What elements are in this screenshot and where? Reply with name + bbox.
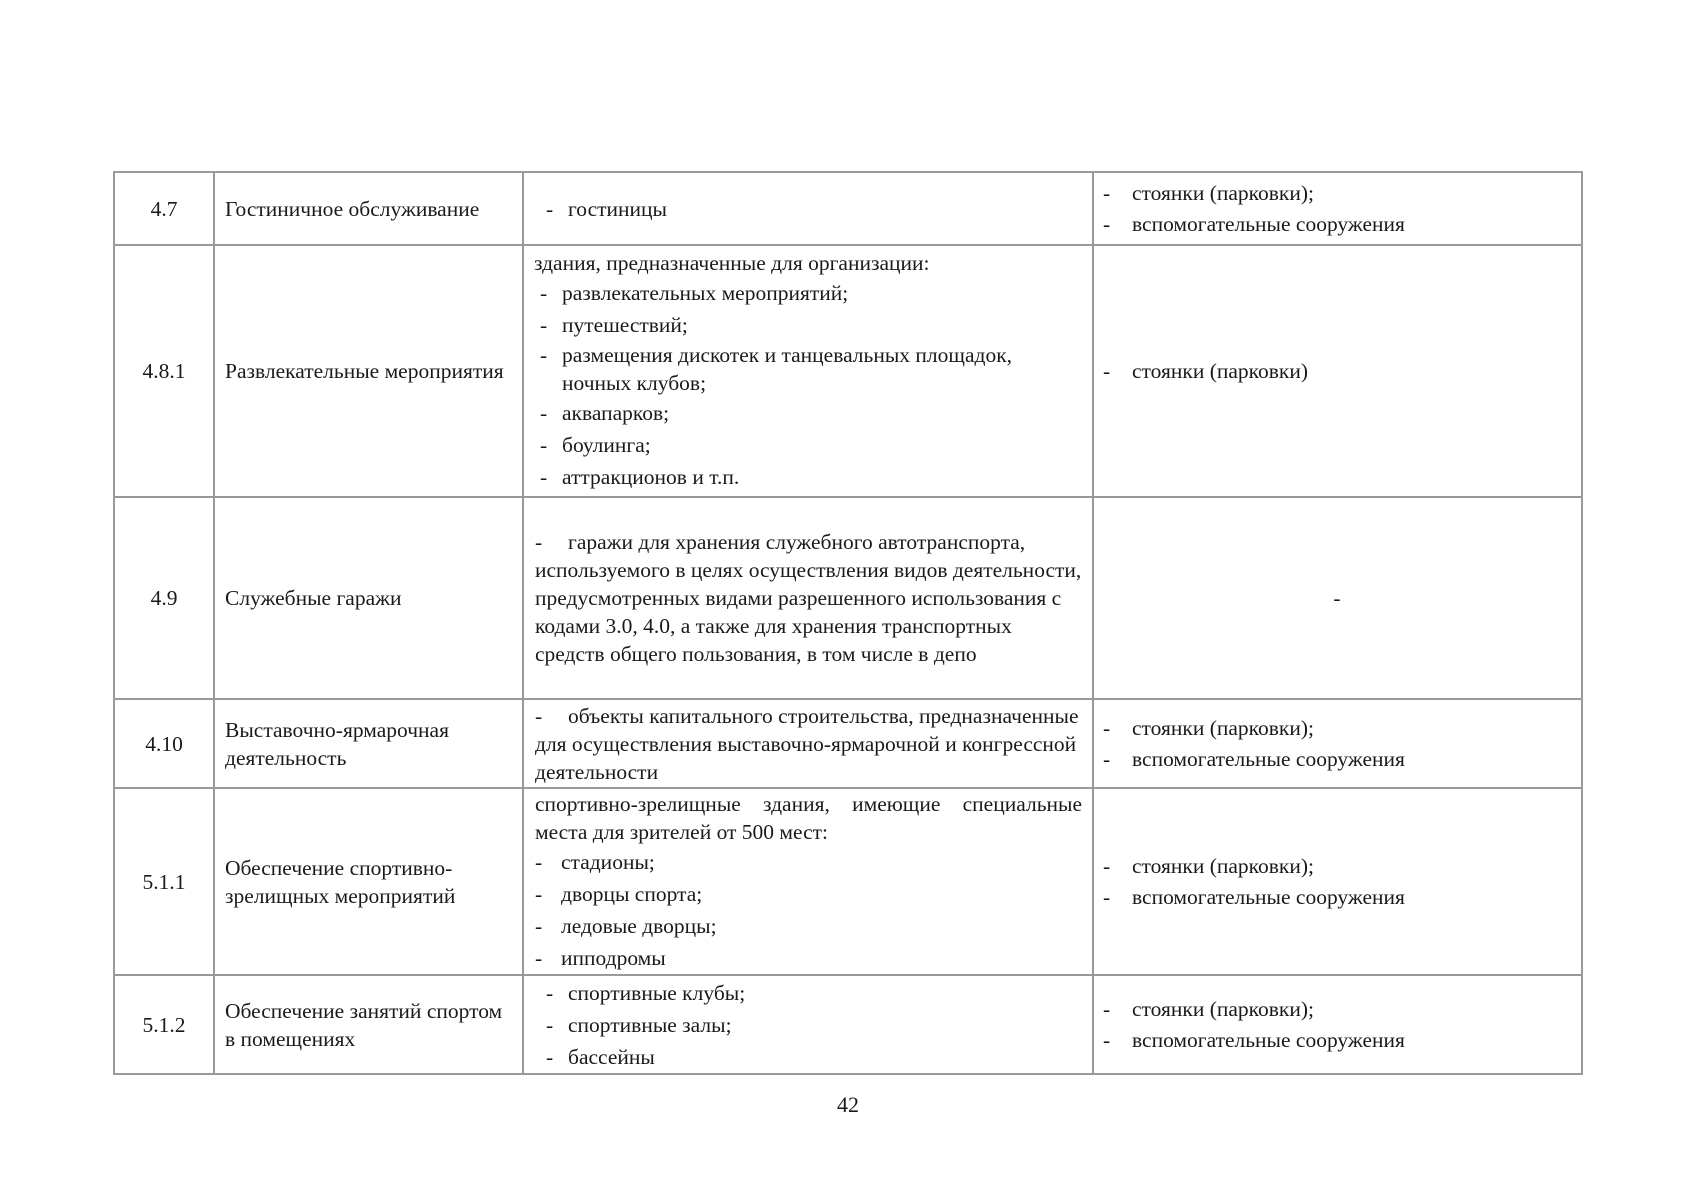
name-cell: Обеспечение спортивно-зрелищных мероприятий	[214, 788, 523, 975]
code-cell: 4.10	[114, 699, 214, 788]
table-row	[114, 245, 1582, 497]
main-use-cell	[523, 975, 1093, 1074]
list-item: - вспомогательные сооружения	[1103, 209, 1571, 240]
main-use-list	[535, 977, 1082, 1073]
name-cell: Развлекательные мероприятия	[214, 245, 523, 497]
list-item: - путешествий;	[529, 309, 1082, 341]
name-cell: Выставочно-ярмарочная деятельность	[214, 699, 523, 788]
table-row	[114, 975, 1582, 1074]
aux-use-cell: -	[1093, 497, 1582, 699]
main-use-cell	[523, 245, 1093, 497]
list-item: - вспомогательные сооружения	[1103, 882, 1571, 913]
list-item: - гостиницы	[535, 193, 1082, 225]
list-item: - ипподромы	[535, 942, 1082, 974]
list-item: - размещения дискотек и танцевальных площадок, ночных клубов;	[529, 341, 1082, 397]
table-row	[114, 172, 1582, 245]
code-cell: 4.8.1	[114, 245, 214, 497]
aux-use-list	[1103, 713, 1571, 775]
main-use-text: - гаражи для хранения служебного автотранспорта, используемого в целях осуществления видов деятельности, предусмотренных видами разрешенного использования с кодами 3.0, 4.0, а также для хранения транспортных средств общего пользования, в том числе в депо	[535, 528, 1082, 668]
list-item: - бассейны	[535, 1041, 1082, 1073]
list-item: - стоянки (парковки);	[1103, 178, 1571, 209]
aux-use-cell	[1093, 245, 1582, 497]
aux-use-cell	[1093, 172, 1582, 245]
list-item: - стоянки (парковки);	[1103, 713, 1571, 744]
code-cell: 4.9	[114, 497, 214, 699]
list-item: - вспомогательные сооружения	[1103, 1025, 1571, 1056]
list-item: - вспомогательные сооружения	[1103, 744, 1571, 775]
code-cell: 5.1.1	[114, 788, 214, 975]
aux-use-list	[1103, 178, 1571, 240]
list-item: - аквапарков;	[529, 397, 1082, 429]
main-use-cell	[523, 788, 1093, 975]
code-cell: 4.7	[114, 172, 214, 245]
name-cell: Обеспечение занятий спортом в помещениях	[214, 975, 523, 1074]
list-item: - развлекательных мероприятий;	[529, 277, 1082, 309]
main-use-intro: здания, предназначенные для организации:	[534, 251, 930, 275]
aux-use-cell	[1093, 788, 1582, 975]
aux-use-list	[1103, 994, 1571, 1056]
aux-use-cell	[1093, 975, 1582, 1074]
table-row	[114, 497, 1582, 699]
aux-use-list	[1103, 851, 1571, 913]
table-row	[114, 699, 1582, 788]
list-item: - стоянки (парковки);	[1103, 851, 1571, 882]
main-use-cell	[523, 172, 1093, 245]
land-use-table	[113, 171, 1583, 1075]
table-row	[114, 788, 1582, 975]
main-use-list	[535, 846, 1082, 974]
page-number: 42	[837, 1092, 859, 1117]
main-use-text: - объекты капитального строительства, предназначенные для осуществления выставочно-ярмарочной и конгрессной деятельности	[535, 702, 1082, 786]
list-item: - спортивные клубы;	[535, 977, 1082, 1009]
aux-use-list	[1103, 356, 1571, 387]
list-item: - ледовые дворцы;	[535, 910, 1082, 942]
main-use-list	[529, 277, 1082, 493]
main-use-cell	[523, 497, 1093, 699]
main-use-list	[535, 193, 1082, 225]
list-item: - стадионы;	[535, 846, 1082, 878]
list-item: - аттракционов и т.п.	[529, 461, 1082, 493]
main-use-cell	[523, 699, 1093, 788]
aux-use-cell	[1093, 699, 1582, 788]
list-item: - спортивные залы;	[535, 1009, 1082, 1041]
name-cell: Гостиничное обслуживание	[214, 172, 523, 245]
code-cell: 5.1.2	[114, 975, 214, 1074]
name-cell: Служебные гаражи	[214, 497, 523, 699]
list-item: - боулинга;	[529, 429, 1082, 461]
list-item: - дворцы спорта;	[535, 878, 1082, 910]
main-use-intro: спортивно-зрелищные здания, имеющие специальные места для зрителей от 500 мест:	[535, 791, 1082, 844]
list-item: - стоянки (парковки);	[1103, 994, 1571, 1025]
list-item: - стоянки (парковки)	[1103, 356, 1571, 387]
